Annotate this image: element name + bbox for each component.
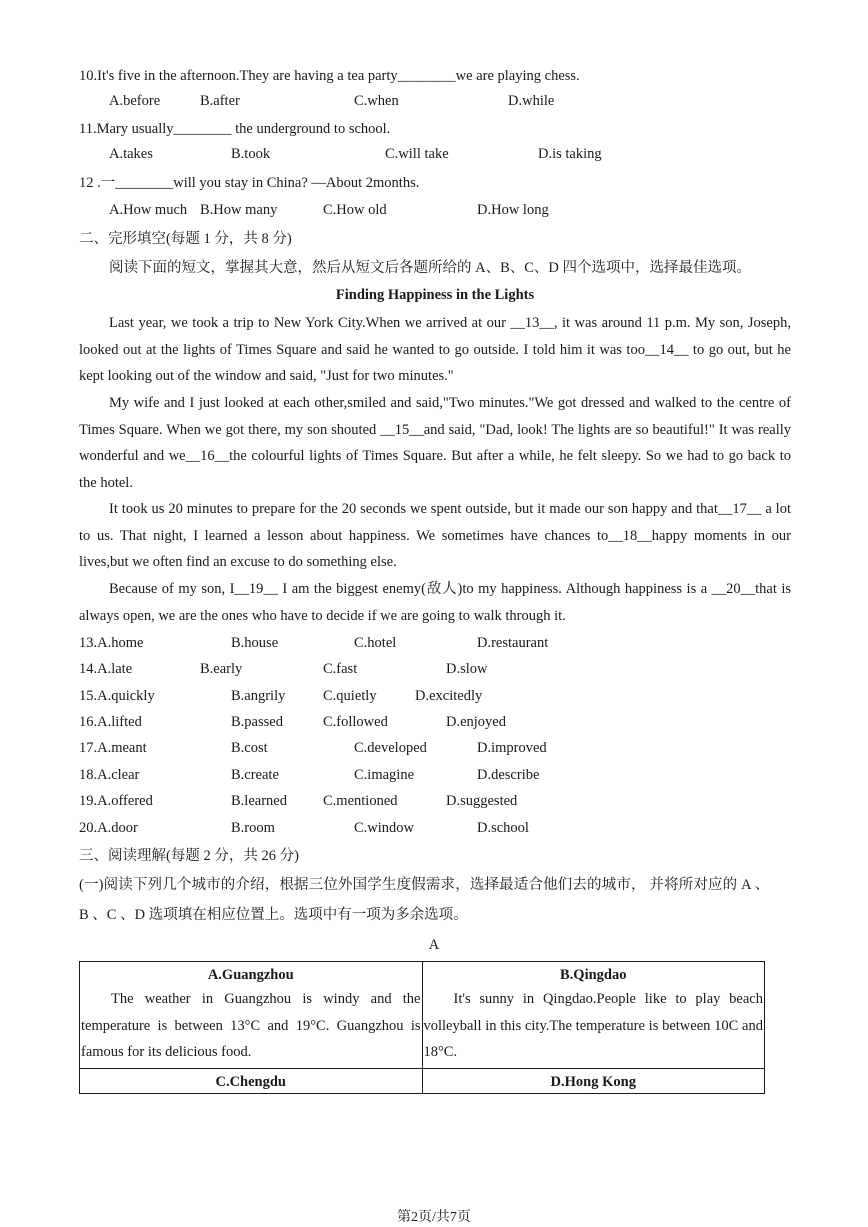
option-a: A.before bbox=[109, 93, 161, 109]
page-footer: 第2页/共7页 bbox=[397, 1210, 471, 1225]
option-b: B.took bbox=[231, 146, 271, 162]
question-18-option-d: D.describe bbox=[477, 767, 540, 783]
question-16-option-c: C.followed bbox=[323, 714, 388, 730]
paragraph-text: Last year, we took a trip to New York City.When we arrived at our __13__, it was around 11 p.m. My son, Joseph, looked out at the lights of Times Square and said he wanted to go outside. I told him it was too__14__ to go out, but he kept looking out of the window and said, "Just for two minutes." bbox=[79, 315, 791, 384]
question-18-option-b: B.create bbox=[231, 767, 279, 783]
question-20-option-d: D.school bbox=[477, 820, 529, 836]
question-19-option-b: B.learned bbox=[231, 793, 287, 809]
passage-title: Finding Happiness in the Lights bbox=[335, 287, 535, 303]
option-d: D.is taking bbox=[538, 146, 602, 162]
cities-table bbox=[79, 961, 765, 1094]
city-name: D.Hong Kong bbox=[550, 1073, 636, 1090]
question-18-option-c: C.imagine bbox=[354, 767, 415, 783]
question-16-option-d: D.enjoyed bbox=[446, 714, 506, 730]
paragraph-text: It took us 20 minutes to prepare for the 20 seconds we spent outside, but it made our son happy and that__17__ a lot to us. That night, I learned a lesson about happiness. We sometimes have chances to__18__happy moments in our lives,but we often find an excuse to do something else. bbox=[79, 501, 791, 570]
question-14-option-b: B.early bbox=[200, 661, 243, 677]
question-13-option-b: B.house bbox=[231, 635, 279, 651]
question-20-option-a: 20.A.door bbox=[79, 820, 138, 836]
city-cell-chengdu bbox=[80, 1068, 423, 1093]
option-a: A.takes bbox=[109, 146, 153, 162]
question-12-stem: 12 .一________will you stay in China? —About 2months. bbox=[79, 175, 420, 191]
question-15-option-b: B.angrily bbox=[231, 688, 286, 704]
passage-paragraph-4 bbox=[79, 576, 791, 629]
question-14-option-d: D.slow bbox=[446, 661, 488, 677]
section-2-instruction: 阅读下面的短文，掌握其大意，然后从短文后各题所给的 A、B、C、D 四个选项中，选择最佳选项。 bbox=[109, 260, 752, 276]
city-name: A.Guangzhou bbox=[207, 967, 294, 983]
question-16-option-b: B.passed bbox=[231, 714, 283, 730]
section-3-header: 三、阅读理解(每题 2 分，共 26 分) bbox=[79, 848, 299, 864]
city-name: B.Qingdao bbox=[560, 967, 627, 983]
question-18-option-a: 18.A.clear bbox=[79, 767, 140, 783]
paragraph-text: My wife and I just looked at each other,smiled and said,"Two minutes."We got dressed and walked to the centre of Times Square. When we got there, my son shouted __15__and said, "Dad, look! The lights are so beautiful!" It was really wonderful and we__16__the colourful lights of Times Square. But after a while, he felt sleepy. So we had to go back to the hotel. bbox=[79, 395, 791, 491]
option-a: A.How much bbox=[109, 202, 188, 218]
city-description: It's sunny in Qingdao.People like to play beach volleyball in this city.The temperature is between 10C and 18°C. bbox=[423, 991, 763, 1060]
question-14-option-c: C.fast bbox=[323, 661, 358, 677]
question-20-option-c: C.window bbox=[354, 820, 415, 836]
option-c: C.will take bbox=[385, 146, 449, 162]
question-14-option-a: 14.A.late bbox=[79, 661, 133, 677]
option-d: D.How long bbox=[477, 202, 549, 218]
option-c: C.How old bbox=[323, 202, 387, 218]
option-d: D.while bbox=[508, 93, 555, 109]
city-cell-qingdao bbox=[422, 962, 765, 1069]
part-label: A bbox=[428, 937, 440, 953]
question-15-option-c: C.quietly bbox=[323, 688, 377, 704]
question-11-stem: 11.Mary usually________ the underground to school. bbox=[79, 121, 391, 137]
city-cell-hong-kong bbox=[422, 1068, 765, 1093]
option-c: C.when bbox=[354, 93, 399, 109]
question-20-option-b: B.room bbox=[231, 820, 275, 836]
question-19-option-a: 19.A.offered bbox=[79, 793, 153, 809]
question-15-option-a: 15.A.quickly bbox=[79, 688, 155, 704]
question-15-option-d: D.excitedly bbox=[415, 688, 483, 704]
section-3-instruction-line-1: (一)阅读下列几个城市的介绍，根据三位外国学生度假需求，选择最适合他们去的城市， 并将所对应的 A 、 bbox=[79, 877, 770, 893]
question-17-option-d: D.improved bbox=[477, 740, 547, 756]
question-19-option-d: D.suggested bbox=[446, 793, 518, 809]
question-13-option-a: 13.A.home bbox=[79, 635, 144, 651]
question-16-option-a: 16.A.lifted bbox=[79, 714, 142, 730]
section-3-instruction-line-2: B 、C 、D 选项填在相应位置上。选项中有一项为多余选项。 bbox=[79, 907, 468, 923]
option-b: B.How many bbox=[200, 202, 278, 218]
passage-paragraph-3 bbox=[79, 496, 791, 576]
question-17-option-c: C.developed bbox=[354, 740, 427, 756]
city-cell-guangzhou bbox=[80, 962, 423, 1069]
question-17-option-b: B.cost bbox=[231, 740, 268, 756]
question-13-option-d: D.restaurant bbox=[477, 635, 549, 651]
section-2-header: 二、完形填空(每题 1 分，共 8 分) bbox=[79, 231, 292, 247]
question-17-option-a: 17.A.meant bbox=[79, 740, 147, 756]
city-description: The weather in Guangzhou is windy and the temperature is between 13°C and 19°C. Guangzhou is famous for its delicious food. bbox=[81, 991, 421, 1060]
city-name: C.Chengdu bbox=[215, 1073, 286, 1090]
paragraph-text: Because of my son, I__19__ I am the biggest enemy(敌人)to my happiness. Although happiness is a __20__that is always open, we are the ones who have to decide if we are going to walk through it. bbox=[79, 581, 791, 624]
question-13-option-c: C.hotel bbox=[354, 635, 397, 651]
question-19-option-c: C.mentioned bbox=[323, 793, 398, 809]
passage-paragraph-2 bbox=[79, 390, 791, 496]
passage-paragraph-1 bbox=[79, 310, 791, 390]
option-b: B.after bbox=[200, 93, 240, 109]
question-10-stem: 10.It's five in the afternoon.They are having a tea party________we are playing chess. bbox=[79, 68, 580, 84]
